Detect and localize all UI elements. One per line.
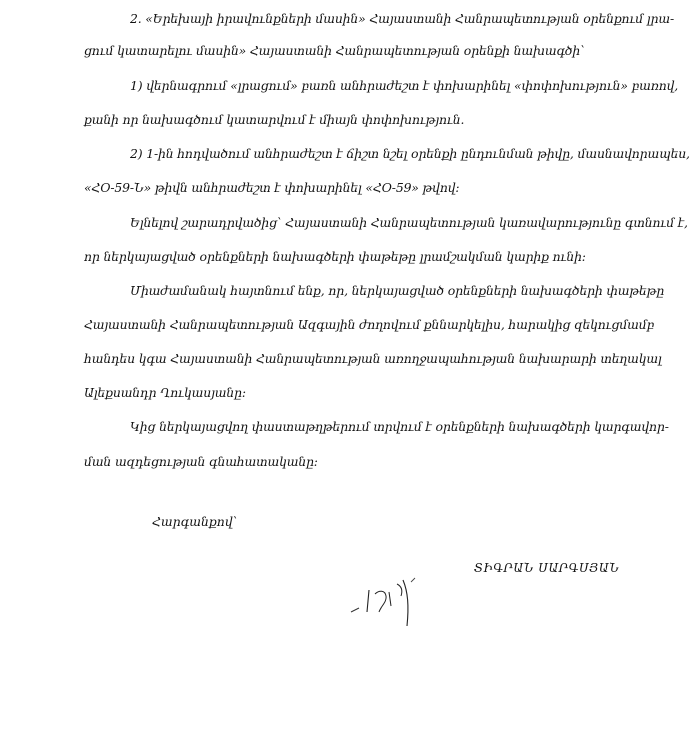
handwritten-signature xyxy=(345,572,435,632)
text-line: որ ներկայացված օրենքների նախագծերի փաթեթը լրամշակման կարիք ունի: xyxy=(84,249,586,264)
closing-salutation: Հարգանքով՝ xyxy=(152,514,238,529)
text-line: ցում կատարելու մասին» Հայաստանի Հանրապետության օրենքի նախագծի՝ xyxy=(84,43,585,58)
text-line: Ելնելով շարադրվածից՝ Հայաստանի Հանրապետության կառավարությունը գտնում է, xyxy=(130,215,688,230)
text-line: 2. «Երեխայի իրավունքների մասին» Հայաստանի Հանրապետության օրենքում լրա- xyxy=(130,11,674,26)
text-line: Միաժամանակ հայտնում ենք, որ, ներկայացված օրենքների նախագծերի փաթեթը xyxy=(130,283,665,298)
text-line: քանի որ նախագծում կատարվում է միայն փոփոխություն. xyxy=(84,112,465,127)
text-line: հանդես կգա Հայաստանի Հանրապետության առողջապահության նախարարի տեղակալ xyxy=(84,351,662,366)
text-line: 1) վերնագրում «լրացում» բառն անհրաժեշտ է փոխարինել «փոփոխություն» բառով, xyxy=(130,78,679,93)
text-line: ման ազդեցության գնահատականը: xyxy=(84,454,318,469)
signer-name: ՏԻԳՐԱՆ ՍԱՐԳՍՅԱՆ xyxy=(474,561,620,575)
text-line: Կից ներկայացվող փաստաթղթերում տրվում է օրենքների նախագծերի կարգավոր- xyxy=(130,419,669,434)
text-line: Ալեքսանդր Ղուկասյանը: xyxy=(84,385,246,400)
text-line: 2) 1-ին հոդվածում անհրաժեշտ է ճիշտ նշել օրենքի ընդունման թիվը, մասնավորապես, xyxy=(130,146,690,161)
text-line: «ՀՕ-59-Ն» թիվն անհրաժեշտ է փոխարինել «ՀՕ-59» թվով: xyxy=(84,180,460,195)
text-line: Հայաստանի Հանրապետության Ազգային ժողովում քննարկելիս, հարակից զեկուցմամբ xyxy=(84,317,655,332)
